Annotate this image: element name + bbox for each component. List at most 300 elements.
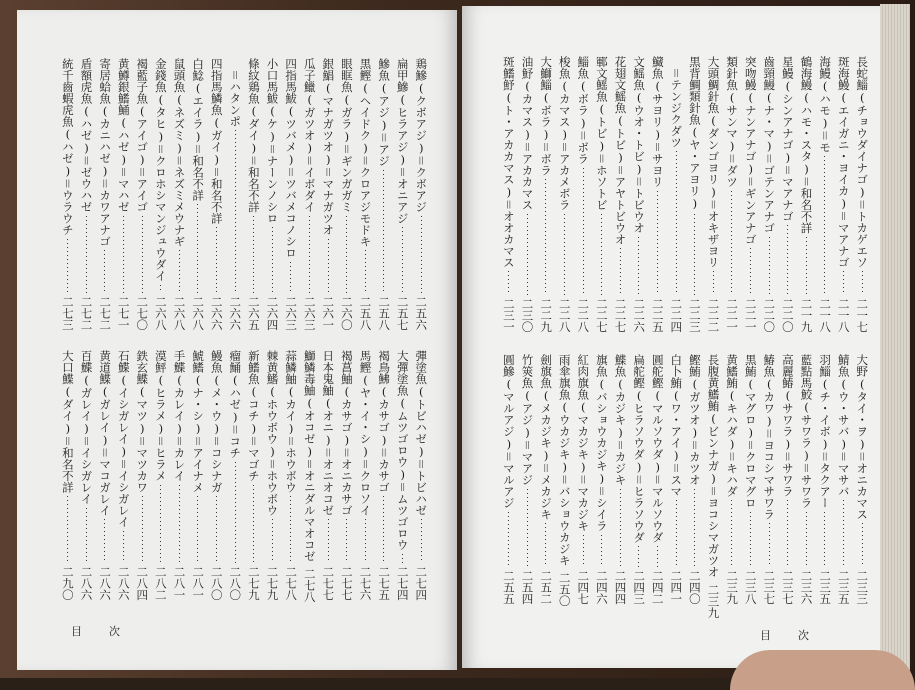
toc-entry xyxy=(650,56,664,332)
toc-entry xyxy=(377,350,391,600)
toc-entry-page: 二九〇 xyxy=(60,565,75,600)
toc-entry xyxy=(539,354,553,604)
toc-entry-title: 文鰩魚(ウオ・トビ)＝トビウオ xyxy=(632,56,647,234)
left-page xyxy=(17,10,457,670)
toc-entry-page: 二二〇 xyxy=(780,297,795,332)
toc-entry-title: 竹筴魚(アジ)＝マアジ xyxy=(520,354,535,486)
toc-entry xyxy=(321,350,335,600)
toc-entry-title: 褐菖鮋(カサゴ)＝オニカサゴ xyxy=(339,350,354,516)
leader-dots xyxy=(769,237,770,295)
toc-entry xyxy=(576,354,590,604)
toc-entry xyxy=(358,58,372,330)
toc-entry xyxy=(247,58,261,330)
toc-entry-page: 二六四 xyxy=(265,295,280,330)
toc-entry-page: 二七八 xyxy=(302,568,317,603)
toc-entry xyxy=(836,354,850,604)
toc-entry-title: 大鰤鯔(ボラ)＝ボラ xyxy=(539,56,554,176)
leader-dots xyxy=(583,535,584,567)
toc-entry xyxy=(247,350,261,600)
toc-entry xyxy=(836,56,850,332)
toc-entry-title: 齒頸鰻(ナ・マ)＝ゴテンアナゴ xyxy=(762,56,777,234)
leader-dots xyxy=(862,523,863,567)
toc-entry xyxy=(762,56,776,332)
toc-entry xyxy=(98,350,112,600)
leader-dots xyxy=(583,168,584,295)
toc-entry-title: 黄鱒銀鰭鯒(ハゼ)＝マハゼ xyxy=(116,58,131,213)
toc-entry-title: 花翅文鰩魚(トビ)＝アヤトビウオ xyxy=(613,56,628,245)
leader-dots xyxy=(731,500,732,567)
toc-entry-page: 二二六 xyxy=(632,297,647,332)
toc-entry-page: 二六六 xyxy=(228,295,243,330)
toc-entry-title: 油魣(カマス)＝アカカマス xyxy=(520,56,535,211)
toc-entry xyxy=(706,354,721,618)
leader-dots xyxy=(527,214,528,295)
left-page-running-footer: 目 次 xyxy=(71,625,128,638)
toc-entry-title: 馬鰹(ヤ・イ・シ)＝クロソイ xyxy=(358,350,373,516)
leader-dots xyxy=(421,519,422,563)
toc-entry-page: 二三五 xyxy=(818,569,833,604)
toc-entry xyxy=(358,350,372,600)
toc-entry-title: 條紋鶏魚(ダイ)＝和名不詳 xyxy=(246,58,261,213)
leader-dots xyxy=(142,496,143,563)
toc-entry-page: 二八二 xyxy=(153,565,168,600)
toc-entry-title: 褐藍子魚(アイゴ)＝アイゴ xyxy=(135,58,150,213)
leader-dots xyxy=(824,156,825,295)
leader-dots xyxy=(346,216,347,293)
toc-entry xyxy=(818,354,832,604)
toc-entry-title: 鯖魚(ウ・サバ)＝マサバ xyxy=(836,354,851,497)
toc-entry xyxy=(79,58,93,330)
toc-entry-title: 鉄玄鰈(マツ)＝マツカワ xyxy=(135,350,150,493)
toc-entry-title: 黒鮪(マグロ)＝クロマグロ xyxy=(743,354,758,509)
toc-entry-page: 二三六 xyxy=(799,569,814,604)
leader-dots xyxy=(806,237,807,295)
toc-entry-title: 長蛇鯔(チョウダイナゴ)＝トカゲエソ xyxy=(855,56,870,268)
toc-entry-title: 圓鰺(マルアジ)＝マルアジ xyxy=(501,354,516,509)
toc-entry-page: 二二八 xyxy=(557,297,572,332)
leader-dots xyxy=(713,271,714,295)
leader-dots xyxy=(694,214,695,295)
toc-entry xyxy=(613,56,627,332)
toc-entry-title: 圓舵鰹(マルソウダ)＝マルソウダ xyxy=(650,354,665,543)
leader-dots xyxy=(787,500,788,567)
toc-entry-title: 小口馬鮁(ケ)＝ナーンノシロ xyxy=(265,58,280,224)
leader-dots xyxy=(545,179,546,295)
toc-entry-page: 二一八 xyxy=(818,297,833,332)
toc-entry-title: 旗魚(バショウカジキ)＝シイラ xyxy=(594,354,609,532)
leader-dots xyxy=(421,216,422,293)
toc-entry-title: 羽鯔(チ・イボ)＝タクアー xyxy=(818,354,833,509)
toc-entry xyxy=(669,56,683,332)
toc-entry-title: 長腹黄鰭鮪(ビンナガ)＝ヨコシマガツオ xyxy=(706,354,721,578)
leader-dots xyxy=(235,462,236,563)
toc-entry-title: 斑鰭魣(ト・アカカマス)＝オオカマス xyxy=(501,56,516,268)
leader-dots xyxy=(67,239,68,293)
toc-entry-title: 蒜鱗鮋(カイ)＝ホウボウ xyxy=(284,350,299,493)
toc-entry-title: 類針魚(サンマ)＝ダツ xyxy=(725,56,740,188)
leader-dots xyxy=(601,535,602,567)
leader-dots xyxy=(328,239,329,293)
toc-entry-title: 鰆魚(カワ)＝ヨコシマサワラ xyxy=(762,354,777,520)
leader-dots xyxy=(197,496,198,563)
toc-entry-title: 瓜子鱲(ガツオ)＝イボダイ xyxy=(302,58,317,213)
leader-dots xyxy=(769,523,770,567)
toc-entry xyxy=(154,350,168,600)
toc-entry-page: 二七九 xyxy=(246,565,261,600)
leader-dots xyxy=(843,500,844,567)
toc-entry-page: 二七六 xyxy=(358,565,373,600)
toc-entry xyxy=(650,354,664,604)
toc-entry-page: 二三七 xyxy=(762,569,777,604)
leader-dots xyxy=(365,250,366,293)
toc-entry xyxy=(595,56,609,332)
toc-entry xyxy=(743,56,757,332)
toc-entry-page: 二六五 xyxy=(246,295,261,330)
leader-dots xyxy=(272,227,273,293)
leader-dots xyxy=(508,512,509,567)
toc-entry-page: 二二八 xyxy=(576,297,591,332)
toc-entry-page: 二二五 xyxy=(650,297,665,332)
toc-entry xyxy=(265,350,279,600)
leader-dots xyxy=(564,214,565,295)
toc-entry xyxy=(284,58,298,330)
toc-entry-page: 二八一 xyxy=(191,565,206,600)
toc-entry xyxy=(209,58,223,330)
leader-dots xyxy=(862,271,863,295)
toc-entry-title: 鼠頭魚(ネズミ)＝ネズミメウナギ xyxy=(172,58,187,247)
toc-entry-page: 二二二 xyxy=(706,297,721,332)
toc-entry xyxy=(395,58,409,330)
toc-entry-title: 寄居蛤魚(カニハゼ)＝カワアナゴ xyxy=(98,58,113,247)
leader-dots xyxy=(272,519,273,563)
toc-entry-page: 二七九 xyxy=(265,565,280,600)
leader-dots xyxy=(216,227,217,293)
leader-dots xyxy=(824,512,825,567)
toc-entry-title: 扁舵鰹(ヒラソウダ)＝ヒラソウダ xyxy=(632,354,647,543)
toc-entry xyxy=(855,354,869,604)
toc-entry-page: 二五七 xyxy=(395,295,410,330)
toc-entry-title: 黄鰭鮪(キハダ)＝キハダ xyxy=(725,354,740,497)
toc-entry-page: 二三七 xyxy=(780,569,795,604)
toc-entry-title: 鰻魚(メ・ウ)＝コシナガ xyxy=(209,350,224,493)
toc-entry-page: 二二一 xyxy=(743,297,758,332)
toc-entry-title: 鰈魚(カジキ)＝カジキ xyxy=(613,354,628,486)
toc-entry xyxy=(557,56,571,332)
toc-entry-page: 二六〇 xyxy=(339,295,354,330)
leader-dots xyxy=(545,523,546,567)
toc-entry-page: 二七四 xyxy=(395,565,410,600)
toc-entry-page: 二五四 xyxy=(520,569,535,604)
toc-entry-title: 鶏鰺(クボアジ)＝クボアジ xyxy=(414,58,429,213)
toc-entry-title: 盾額虎魚(ハゼ)＝ゼウハゼ xyxy=(79,58,94,213)
toc-entry xyxy=(228,350,242,600)
leader-dots xyxy=(620,489,621,567)
toc-entry xyxy=(209,350,223,600)
toc-entry xyxy=(79,350,93,600)
toc-entry-page: 二三〇 xyxy=(520,297,535,332)
toc-entry-page: 二四二 xyxy=(650,569,665,604)
leader-dots xyxy=(86,508,87,563)
toc-entry-title: 彈塗魚(トビハゼ)＝トビハゼ xyxy=(414,350,429,516)
toc-entry xyxy=(557,354,572,607)
toc-entry-page: 二六八 xyxy=(153,295,168,330)
holding-thumb xyxy=(730,650,915,690)
toc-entry xyxy=(520,56,534,332)
toc-entry xyxy=(302,350,317,603)
toc-entry xyxy=(725,354,739,604)
toc-entry-title: 紅肉旗魚(マカジキ)＝マカジキ xyxy=(576,354,591,532)
leader-dots xyxy=(383,496,384,563)
toc-entry-title: 鄆文鰩魚(トビ)＝ホソトビ xyxy=(594,56,609,211)
toc-entry xyxy=(781,56,795,332)
toc-entry-page: 二七三 xyxy=(60,295,75,330)
toc-entry-title: 百鰈(ガレイ)＝イシガレイ xyxy=(79,350,94,505)
toc-entry-page: 二三九 xyxy=(725,569,740,604)
toc-entry-page: 二七一 xyxy=(116,295,131,330)
toc-entry xyxy=(61,350,75,600)
toc-entry-title: 黒背鯛類針魚(ヤ・アヨリ) xyxy=(687,56,702,211)
toc-entry-title: ＝ハタンポ xyxy=(228,58,243,127)
leader-dots xyxy=(731,191,732,295)
leader-dots xyxy=(67,496,68,563)
toc-entry-page: 二八六 xyxy=(79,565,94,600)
leader-dots xyxy=(197,204,198,293)
leader-dots xyxy=(787,225,788,295)
toc-entry xyxy=(116,58,130,330)
toc-entry-title: 突吻鰻(ナンアナゴ)＝ギンアナゴ xyxy=(743,56,758,245)
toc-entry-page: 二二七 xyxy=(594,297,609,332)
leader-dots xyxy=(527,489,528,567)
leader-dots xyxy=(86,216,87,293)
leader-dots xyxy=(620,248,621,295)
leader-dots xyxy=(750,512,751,567)
toc-entry-title: 扁甲鰺(ヒラアジ)＝オニアジ xyxy=(395,58,410,224)
toc-entry-page: 二三九 xyxy=(706,583,721,618)
toc-entry-page: 二五八 xyxy=(377,295,392,330)
toc-entry xyxy=(502,56,516,332)
toc-entry xyxy=(799,354,813,604)
toc-entry xyxy=(818,56,832,332)
toc-entry xyxy=(576,56,590,332)
toc-entry-page: 二七七 xyxy=(339,565,354,600)
toc-entry-title: 日本鬼鮋(オニ)＝オニオコゼ xyxy=(321,350,336,516)
toc-entry-page: 二六六 xyxy=(209,295,224,330)
leader-dots xyxy=(309,216,310,293)
toc-entry-page: 二四四 xyxy=(613,569,628,604)
toc-entry xyxy=(302,58,316,330)
toc-entry xyxy=(116,350,130,600)
leader-dots xyxy=(290,262,291,293)
leader-dots xyxy=(694,489,695,567)
leader-dots xyxy=(123,531,124,563)
toc-entry-title: 高麗鰆(サワラ)＝サワラ xyxy=(780,354,795,497)
toc-entry-page: 二二一 xyxy=(725,297,740,332)
toc-entry-title: 大野(タイ・ヲ)＝オニカマス xyxy=(855,354,870,520)
leader-dots xyxy=(806,512,807,567)
leader-dots xyxy=(383,170,384,293)
toc-entry-page: 二二三 xyxy=(687,297,702,332)
leader-dots xyxy=(402,227,403,293)
toc-entry xyxy=(595,354,609,604)
leader-dots xyxy=(365,519,366,563)
toc-entry-page: 二七八 xyxy=(284,565,299,600)
toc-entry-page: 二四〇 xyxy=(687,569,702,604)
toc-entry-title: 黄道鰈(ガレイ)＝マコガレイ xyxy=(98,350,113,516)
toc-entry-title: 鰤鱗毒鮋(オコゼ)＝オニダルマオコゼ xyxy=(302,350,317,562)
toc-entry-page: 二三一 xyxy=(501,297,516,332)
toc-entry-title: 金錢魚(タヒ)＝クロホシマンジュウダイ xyxy=(153,58,168,282)
leader-dots xyxy=(676,500,677,567)
toc-entry-title: 四指馬鮁(ツバメ)＝ツバメコノシロ xyxy=(284,58,299,259)
toc-entry-page: 二五二 xyxy=(539,569,554,604)
toc-entry-page: 二八四 xyxy=(135,565,150,600)
toc-entry-title: 星鰻(シンアナゴ)＝マアナゴ xyxy=(780,56,795,222)
leader-dots xyxy=(843,271,844,295)
toc-entry-title: 鰹鮪(ガツオ)＝カツオ xyxy=(687,354,702,486)
leader-dots xyxy=(123,216,124,293)
toc-entry-title: 眼眶魚(ガラ)＝ギンガガミ xyxy=(339,58,354,213)
toc-entry-title: 藍點馬鮫(サワラ)＝サワラ xyxy=(799,354,814,509)
toc-entry xyxy=(98,58,112,330)
toc-entry xyxy=(688,56,702,332)
toc-entry xyxy=(520,354,534,604)
toc-entry xyxy=(340,58,354,330)
toc-entry xyxy=(669,354,683,604)
leader-dots xyxy=(657,546,658,567)
toc-entry xyxy=(191,58,205,330)
leader-dots xyxy=(601,214,602,295)
toc-entry-title: 新鰭魚(コチ)＝マゴチ xyxy=(246,350,261,482)
toc-entry-page: 二五〇 xyxy=(557,572,572,607)
toc-entry xyxy=(414,58,428,330)
toc-entry xyxy=(377,58,391,330)
toc-entry-page: 二六三 xyxy=(284,295,299,330)
toc-entry-title: 海鰻(ハモ)＝モ xyxy=(818,56,833,153)
toc-entry-title: 手鰈(カレイ)＝カレイ xyxy=(172,350,187,482)
toc-entry-title: 白鯰(エイラ)＝和名不詳 xyxy=(191,58,206,201)
toc-entry-page: 二四三 xyxy=(632,569,647,604)
toc-entry-page: 二一九 xyxy=(799,297,814,332)
toc-entry-title: 斑海鰻(エイガニ・ヨイカ)＝マアナゴ xyxy=(836,56,851,268)
toc-entry-page: 二一八 xyxy=(836,297,851,332)
toc-entry xyxy=(321,58,335,330)
toc-entry-page: 二四七 xyxy=(576,569,591,604)
leader-dots xyxy=(216,496,217,563)
toc-entry xyxy=(743,354,757,604)
toc-entry-page: 二二九 xyxy=(539,297,554,332)
leader-dots xyxy=(638,546,639,567)
toc-entry-page: 二五五 xyxy=(501,569,516,604)
leader-dots xyxy=(508,271,509,295)
toc-entry xyxy=(172,350,186,600)
right-page-running-footer: 目 次 xyxy=(760,629,817,642)
leader-dots xyxy=(235,130,236,293)
toc-entry xyxy=(799,56,813,332)
leader-dots xyxy=(104,519,105,563)
toc-entry-title: 劍旗魚(メカジキ)＝メカジキ xyxy=(539,354,554,520)
toc-entry xyxy=(135,58,149,330)
toc-entry xyxy=(688,354,702,604)
leader-dots xyxy=(750,248,751,295)
toc-entry xyxy=(706,56,720,332)
leader-dots xyxy=(638,237,639,295)
toc-entry-page: 二一七 xyxy=(855,297,870,332)
toc-entry-page: 二七〇 xyxy=(135,295,150,330)
toc-entry-page: 二四六 xyxy=(594,569,609,604)
toc-entry-page: 二七二 xyxy=(98,295,113,330)
toc-entry xyxy=(265,58,279,330)
toc-entry xyxy=(154,58,168,330)
leader-dots xyxy=(104,250,105,293)
toc-entry-page: 二六一 xyxy=(321,295,336,330)
toc-entry xyxy=(502,354,516,604)
right-page xyxy=(462,6,892,668)
leader-dots xyxy=(402,554,403,563)
toc-entry-title: 梭魚(カマス)＝アカメボラ xyxy=(557,56,572,211)
toc-entry-title: 銀鯧(マナガツオ)＝マナガツオ xyxy=(321,58,336,236)
toc-entry-page: 二七七 xyxy=(321,565,336,600)
leader-dots xyxy=(346,519,347,563)
leader-dots xyxy=(160,285,161,293)
toc-entry-page: 二三五 xyxy=(836,569,851,604)
toc-entry-title: 白卜鮪(ワ・アイ)＝スマ xyxy=(669,354,684,497)
toc-entry xyxy=(781,354,795,604)
toc-entry-page: 二三三 xyxy=(855,569,870,604)
toc-entry xyxy=(172,58,186,330)
toc-entry-title: 鶴海鰻(ハモ・スタ)＝和名不詳 xyxy=(799,56,814,234)
leader-dots xyxy=(253,216,254,293)
toc-entry xyxy=(762,354,776,604)
toc-entry xyxy=(414,350,428,600)
toc-entry xyxy=(632,56,646,332)
toc-entry-page: 二三八 xyxy=(743,569,758,604)
leader-dots xyxy=(328,519,329,563)
toc-entry-page: 二七四 xyxy=(414,565,429,600)
toc-entry xyxy=(340,350,354,600)
toc-entry xyxy=(135,350,149,600)
toc-entry-page: 二八六 xyxy=(98,565,113,600)
toc-entry xyxy=(725,56,739,332)
leader-dots xyxy=(657,191,658,295)
toc-entry-page: 二六三 xyxy=(302,295,317,330)
toc-entry-title: 雨傘旗魚(ウカジキ)＝バショウカジキ xyxy=(557,354,572,566)
toc-entry-title: 石鰈(イシガレイ)＝イシガレイ xyxy=(116,350,131,528)
toc-entry-page: 二二〇 xyxy=(762,297,777,332)
toc-entry-page: 二六八 xyxy=(191,295,206,330)
page-edges xyxy=(880,4,910,670)
leader-dots xyxy=(160,485,161,563)
leader-dots xyxy=(179,250,180,293)
toc-entry-title: 褐鳥鮄(カサゴ)＝カサゴ xyxy=(377,350,392,493)
toc-entry xyxy=(191,350,205,600)
toc-entry-page: 二七二 xyxy=(79,295,94,330)
toc-entry-page: 二六八 xyxy=(172,295,187,330)
toc-entry-title: 棘黄鰭(ホウボウ)＝ホウボウ xyxy=(265,350,280,516)
toc-entry-title: 鯔魚(ボラ)＝ボラ xyxy=(576,56,591,165)
toc-entry-title: 大彈塗魚(ムツゴロウ)＝ムツゴロウ xyxy=(395,350,410,551)
toc-entry xyxy=(855,56,869,332)
toc-entry xyxy=(284,350,298,600)
leader-dots xyxy=(253,485,254,563)
toc-entry-page: 二二七 xyxy=(613,297,628,332)
toc-entry-title: ＝テンジクダツ xyxy=(669,56,684,148)
toc-entry-page: 二八六 xyxy=(116,565,131,600)
toc-entry-title: 黒鰹(ヘイドク)＝クロアジモドキ xyxy=(358,58,373,247)
toc-entry-title: 大口鰈(ダイ)＝和名不詳 xyxy=(60,350,75,493)
toc-entry xyxy=(61,58,75,330)
toc-entry-page: 二二四 xyxy=(669,297,684,332)
toc-entry-page: 二五六 xyxy=(414,295,429,330)
